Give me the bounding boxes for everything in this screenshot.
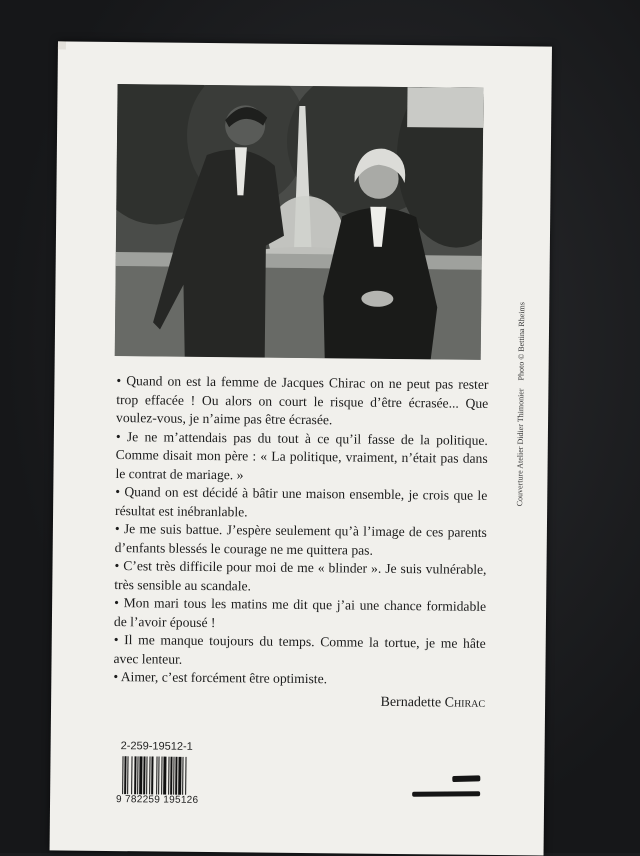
marker-stroke	[452, 775, 480, 782]
quote-item: • Aimer, c’est forcément être optimiste.	[113, 669, 328, 687]
barcode-number: 9 782259 195126	[116, 794, 199, 806]
author-signature	[351, 695, 485, 712]
cover-credits	[515, 206, 530, 506]
author-first-name: Bernadette	[380, 694, 442, 711]
quote-item: • Quand on est la femme de Jacques Chirac on ne peut pas rester trop effacée ! Ou alors on court le risque d’être écrasée... Que voulez-vous, je n’aime pas être écrasée.	[115, 373, 489, 428]
cover-design-credit: Couverture Atelier Didier Thimonier	[515, 388, 526, 507]
cover-photo	[115, 84, 484, 360]
quote-item: • Je me suis battue. J’espère seulement qu’à l’image de ces parents d’enfants blessés le courage ne me quittera pas.	[114, 521, 487, 558]
marker-stroke	[412, 791, 480, 796]
barcode-icon	[120, 756, 216, 797]
quote-item: • Je ne m’attendais pas du tout à ce qu’il fasse de la politique. Comme disait mon père : « La politique, vraiment, n’était pas dans le contrat de mariage. »	[115, 428, 488, 482]
quote-item: • Il me manque toujours du temps. Comme la tortue, je me hâte avec lenteur.	[113, 632, 486, 667]
quotes-block	[113, 372, 488, 690]
quote-item: • Mon mari tous les matins me dit que j’ai une chance formidable de l’avoir épousé !	[113, 595, 487, 630]
author-last-name: Chirac	[444, 695, 486, 711]
cover-corner	[58, 41, 66, 49]
book-back-cover	[50, 41, 552, 855]
quote-item: • C’est très difficile pour moi de me « blinder ». Je suis vulnérable, très sensible au scandale.	[114, 558, 487, 593]
photo-credit: Photo © Bettina Rheims	[516, 302, 527, 381]
quote-item: • Quand on est décidé à bâtir une maison ensemble, je crois que le résultat est inébranlable.	[115, 484, 488, 519]
isbn-number: 2-259-19512-1	[120, 740, 193, 753]
